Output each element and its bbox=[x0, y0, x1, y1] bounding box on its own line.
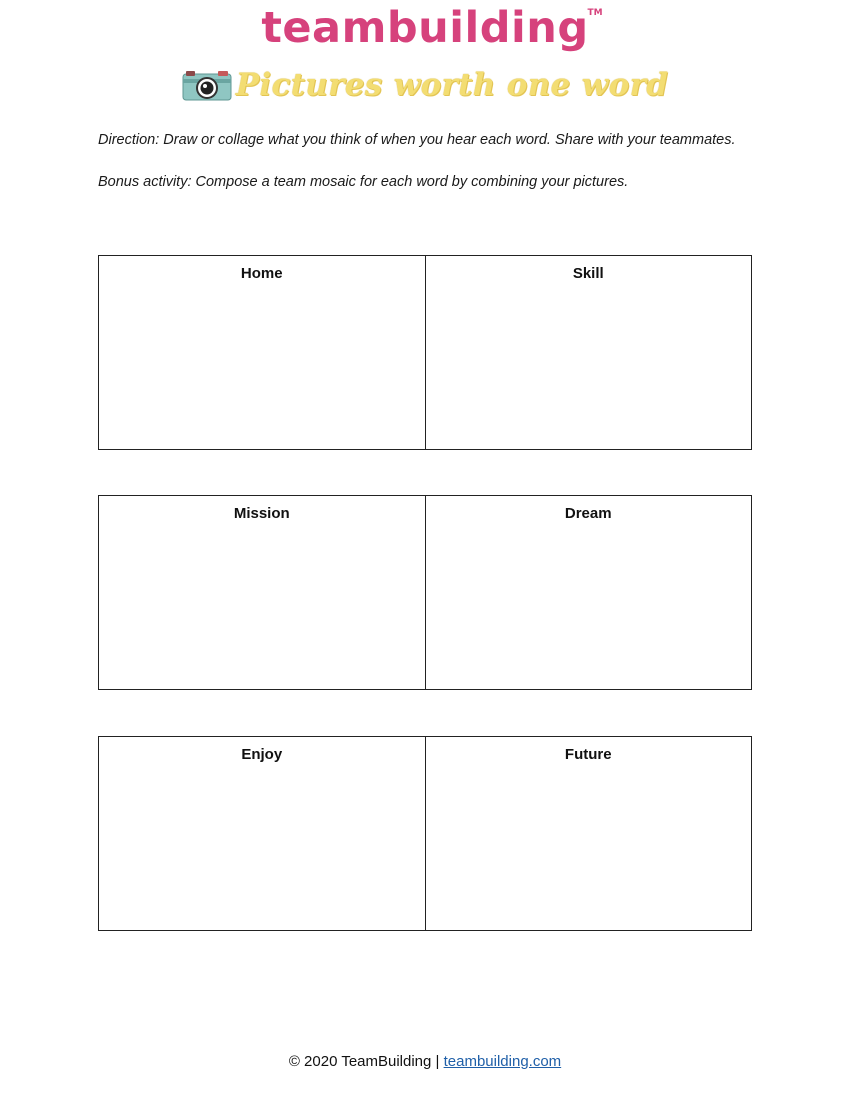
word-row-3 bbox=[98, 736, 752, 931]
footer bbox=[0, 1053, 850, 1070]
bonus-activity-text: Bonus activity: Compose a team mosaic for each word by combining your pictures. bbox=[98, 174, 629, 190]
word-box-mission[interactable] bbox=[99, 496, 425, 689]
logo bbox=[0, 2, 850, 54]
word-label: Enjoy bbox=[241, 746, 283, 763]
instructions bbox=[98, 130, 738, 214]
word-box-skill[interactable] bbox=[425, 256, 752, 449]
word-label: Future bbox=[564, 746, 612, 763]
word-box-home[interactable] bbox=[99, 256, 425, 449]
word-box-future[interactable] bbox=[425, 737, 752, 930]
word-label: Mission bbox=[233, 505, 290, 522]
logo-text: teambuilding bbox=[261, 3, 589, 53]
word-label: Dream bbox=[564, 505, 612, 522]
trademark-mark: TM bbox=[587, 8, 603, 18]
copyright-text: © 2020 TeamBuilding | bbox=[288, 1053, 444, 1070]
logo-wordmark bbox=[261, 2, 603, 54]
worksheet-title-row bbox=[0, 62, 850, 108]
direction-text: Direction: Draw or collage what you think of when you hear each word. Share with your teammates. bbox=[98, 132, 736, 148]
word-row-1 bbox=[98, 255, 752, 450]
word-box-enjoy[interactable] bbox=[99, 737, 425, 930]
worksheet-title: Pictures worth one word bbox=[235, 67, 669, 103]
website-link[interactable]: teambuilding.com bbox=[443, 1053, 562, 1070]
word-box-dream[interactable] bbox=[425, 496, 752, 689]
camera-icon bbox=[182, 69, 232, 101]
word-row-2 bbox=[98, 495, 752, 690]
word-label: Skill bbox=[572, 265, 604, 282]
word-label: Home bbox=[240, 265, 283, 282]
